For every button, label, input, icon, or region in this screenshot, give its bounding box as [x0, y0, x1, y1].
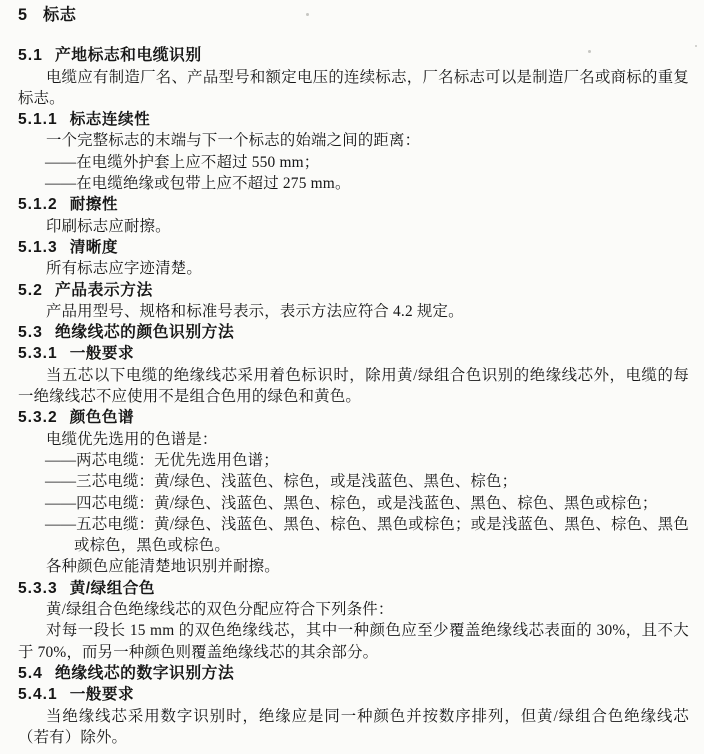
subsection-heading-5-3-3	[18, 578, 689, 599]
heading-title: 标志	[43, 6, 77, 24]
paragraph-green-yellow-ratio: 对每一段长 15 mm 的双色绝缘线芯，其中一种颜色应至少覆盖绝缘线芯表面的 30%，且不大于 70%，而另一种颜色则覆盖绝缘线芯的其余部分。	[18, 622, 689, 661]
paragraph-color-general-requirement: 当五芯以下电缆的绝缘线芯采用着色标识时，除用黄/绿组合色识别的绝缘线芯外，电缆的每一绝缘线芯不应使用不是组合色用的绿色和黄色。	[18, 366, 689, 406]
subsection-heading-5-3-2	[18, 407, 689, 428]
subsection-heading-5-3-1	[18, 343, 689, 364]
heading-title: 一般要求	[69, 345, 135, 363]
heading-number: 5.3	[18, 324, 43, 342]
scan-speck	[306, 13, 309, 16]
heading-title: 耐擦性	[69, 196, 118, 214]
heading-title: 产品表示方法	[54, 281, 153, 299]
scan-speck	[588, 50, 591, 53]
section-heading-5-2	[18, 280, 689, 301]
section-heading-5-1	[18, 45, 689, 66]
list-item-insulation-tape: ——在电缆绝缘或包带上应不超过 275 mm。	[45, 175, 351, 193]
heading-title: 黄/绿组合色	[69, 579, 155, 597]
heading-number: 5.1.1	[18, 111, 58, 129]
list-item-outer-sheath: ——在电缆外护套上应不超过 550 mm；	[45, 153, 320, 171]
heading-title: 清晰度	[69, 238, 118, 256]
heading-title: 一般要求	[69, 686, 135, 704]
subsection-heading-5-1-1	[18, 109, 689, 130]
section-heading-5-3	[18, 322, 689, 343]
heading-number: 5.3.2	[18, 409, 58, 427]
subsection-heading-5-1-2	[18, 194, 689, 215]
subsection-heading-5-1-3	[18, 237, 689, 258]
heading-title: 绝缘线芯的数字识别方法	[54, 664, 235, 682]
heading-title: 颜色色谱	[69, 409, 135, 427]
paragraph-cable-marking: 电缆应有制造厂名、产品型号和额定电压的连续标志，厂名标志可以是制造厂名或商标的重复标志。	[18, 68, 689, 107]
paragraph-durability: 印刷标志应耐擦。	[46, 217, 171, 235]
list-item-three-core: ——三芯电缆：黄/绿色、浅蓝色、棕色，或是浅蓝色、黑色、棕色；	[45, 473, 518, 491]
scan-speck	[695, 45, 697, 47]
heading-number: 5.4	[18, 664, 43, 682]
paragraph-green-yellow-intro: 黄/绿组合色绝缘线芯的双色分配应符合下列条件：	[46, 601, 394, 619]
section-heading-5-4	[18, 663, 689, 684]
subsection-heading-5-4-1	[18, 684, 689, 705]
heading-number: 5.1	[18, 47, 43, 65]
list-item-five-core: ——五芯电缆：黄/绿色、浅蓝色、黑色、棕色、黑色或棕色；或是浅蓝色、黑色、棕色、黑色或棕色，黑色或棕色。	[45, 515, 689, 555]
heading-number: 5.3.1	[18, 345, 58, 363]
heading-title: 绝缘线芯的颜色识别方法	[54, 324, 235, 342]
chapter-heading	[18, 5, 689, 26]
heading-number: 5.1.3	[18, 238, 58, 256]
list-item-four-core: ——四芯电缆：黄/绿色、浅蓝色、黑色、棕色，或是浅蓝色、黑色、棕色、黑色或棕色；	[45, 494, 658, 512]
heading-title: 标志连续性	[69, 111, 151, 129]
heading-number: 5.1.2	[18, 196, 58, 214]
heading-number: 5	[18, 6, 29, 24]
heading-number: 5.3.3	[18, 579, 58, 597]
paragraph-product-designation: 产品用型号、规格和标准号表示，表示方法应符合 4.2 规定。	[46, 302, 464, 320]
paragraph-color-durability: 各种颜色应能清楚地识别并耐擦。	[46, 558, 280, 576]
heading-number: 5.2	[18, 281, 43, 299]
paragraph-legibility: 所有标志应字迹清楚。	[46, 260, 202, 278]
list-item-two-core: ——两芯电缆：无优先选用色谱；	[45, 451, 279, 469]
paragraph-number-general-requirement: 当绝缘线芯采用数字识别时，绝缘应是同一种颜色并按数序排列，但黄/绿组合色绝缘线芯（若有）除外。	[18, 707, 689, 746]
heading-title: 产地标志和电缆识别	[54, 47, 202, 65]
paragraph-color-scheme-intro: 电缆优先选用的色谱是：	[46, 430, 218, 448]
heading-number: 5.4.1	[18, 686, 58, 704]
paragraph-marking-distance: 一个完整标志的末端与下一个标志的始端之间的距离：	[46, 132, 421, 150]
